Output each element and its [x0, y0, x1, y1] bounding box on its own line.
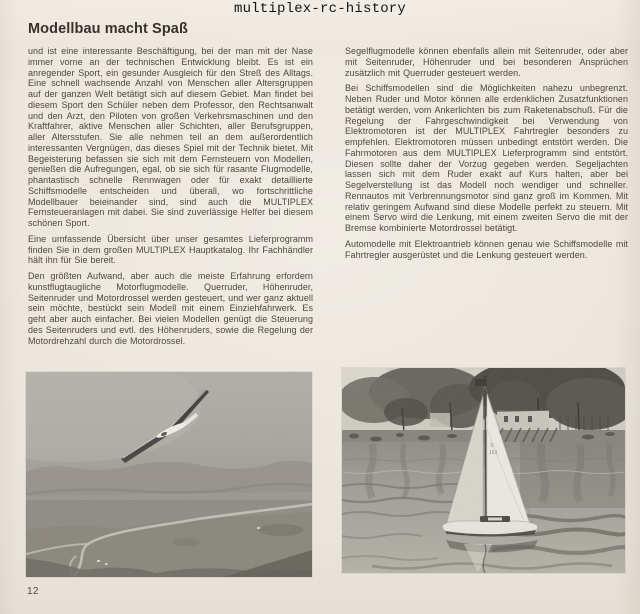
window-title: multiplex-rc-history — [233, 1, 407, 17]
sail-number: 163 — [489, 450, 498, 456]
paragraph: Eine umfassende Übersicht über unser gesamtes Lieferprogramm finden Sie in dem großen MULTIPLEX Hauptkatalog. Ihr Fachhändler hält ihn für Sie bereit. — [28, 233, 313, 266]
sailboat-photo — [342, 368, 625, 573]
paragraph: Automodelle mit Elektroantrieb können genau wie Schiffsmodelle mit Fahrtregler ausgerüstet und die Lenkung gesteuert werden. — [345, 238, 628, 260]
sail-number: S — [490, 443, 494, 449]
page-number: 12 — [27, 586, 39, 597]
left-column — [28, 46, 313, 351]
paragraph: Bei Schiffsmodellen sind die Möglichkeiten nahezu unbegrenzt. Neben Ruder und Motor können alle erdenklichen Zusatzfunktionen betätigt werden, vom Ankerlichten bis zum Raketenabschuß. Für die Regelung der Fahrgeschwindigkeit bei Verwendung von Elektromotoren ist der MULTIPLEX Fahrtregler besonders zu empfehlen. Elektromotoren müssen unbedingt entstört werden. Die Fahrmotoren aus dem MULTIPLEX Lieferprogramm sind entstört. Diesen sollte daher der Vorzug gegeben werden. Segeljachten lassen sich mit dem Ruder exakt auf Kurs halten, aber bei Segelverstellung ist das Modell noch wendiger und schneller. Rennautos mit Verbrennungsmotor sind ganz groß im Kommen. Mit relativ geringem Aufwand sind diese Modelle perfekt zu steuern. Mit einem Servo wird die Lenkung, mit einem zweiten Servo die mit der Bremse kombinierte Motordrossel betätigt. — [345, 83, 628, 233]
page-heading: Modellbau macht Spaß — [28, 21, 188, 37]
paragraph: und ist eine interessante Beschäftigung, bei der man mit der Nase immer vorne an der technischen Entwicklung bleibt. Es ist ein anregender Sport, ein gesunder Ausgleich für den Streß des Alltags. Eine schnell wachsende Anzahl von Menschen aller Altersgruppen auf der ganzen Welt betätigt sich auf diesem Gebiet. Man findet bei diesem Sport den Schüler neben dem Professor, den Rechtsanwalt und den Arzt, den Piloten von großen Verkehrsmaschinen und den Kraftfahrer, aktive Menschen aller Schichten, aller Berufsgruppen, aller Altersstufen. Sie alle nehmen teil an dem außerordentlich interessanten Vergnügen, das dieses Spiel mit der Technik bietet. Mit Begeisterung befassen sie sich mit dem Fernsteuern von Modellen, genießen die Aufregungen, egal, ob sie sich für rasante Flugmodelle, phantastisch schnelle Rennwagen oder für exakt detaillierte Schiffsmodelle entscheiden und überall, wo fortschrittliche Modellbauer beieinander sind, sind auch die MULTIPLEX Fernsteueranlagen mit dabei. Sie sind zuverlässige Helfer bei diesem schönen Sport. — [28, 46, 313, 228]
glider-photo — [26, 372, 312, 577]
paragraph: Den größten Aufwand, aber auch die meiste Erfahrung erfordern kunstflugtaugliche Motorflugmodelle. Querruder, Höhenruder, Seitenruder und Motordrossel werden gesteuert, und wer ganz aktuell sein möchte, bestückt sein Modell mit einem Einziehfahrwerk. Es geht aber auch einfacher. Bei vielen Modellen genügt die Steuerung des Seitenruders und evtl. des Höhenruders, sowie die Regelung der Motordrehzahl durch die Motordrossel. — [28, 271, 313, 346]
right-column — [345, 46, 628, 265]
paragraph: Segelflugmodelle können ebenfalls allein mit Seitenruder, oder aber mit Seitenruder, Höhenruder und bei besonderen Ansprüchen zusätzlich mit Querruder gesteuert werden. — [345, 46, 628, 78]
